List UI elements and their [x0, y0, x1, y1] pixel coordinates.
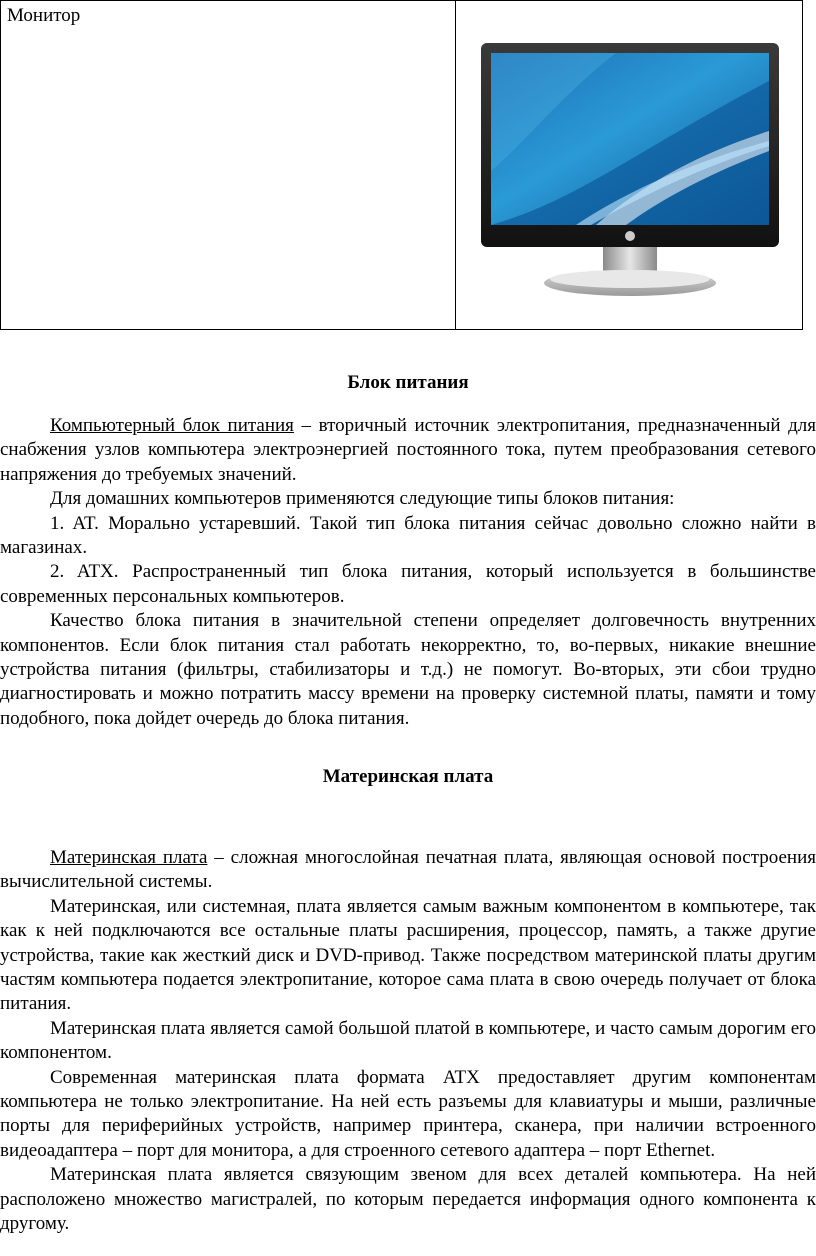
term-power-supply: Компьютерный блок питания [50, 415, 294, 436]
table-cell-label [1, 1, 456, 329]
paragraph: Качество блока питания в значительной степени определяет долговечность внутренних компонентов. Если блок питания стал работать некорректно, то, во-первых, никакие внешние устройства питания (фильтры, стабилизаторы и т.д.) не помогут. Во-вторых, эти сбои трудно диагностировать и можно потратить массу времени на проверку системной платы, памяти и тому подобного, пока дойдет очередь до блока питания. [0, 610, 816, 729]
paragraph: Современная материнская плата формата ATX предоставляет другим компонентам компьютера не только электропитание. На ней есть разъемы для клавиатуры и мыши, различные порты для периферийных устройств, например принтера, сканера, при наличии встроенного видеоадаптера – порт для монитора, а для строенного сетевого адаптера – порт Ethernet. [0, 1066, 816, 1161]
heading-motherboard: Материнская плата [322, 766, 494, 787]
heading-power-supply: Блок питания [347, 372, 469, 393]
paragraph: Материнская плата является связующим звеном для всех деталей компьютера. На ней расположено множество магистралей, по которым передается информация одного компонента к другому. [0, 1164, 816, 1235]
paragraph [0, 846, 816, 895]
list-item: 2. ATX. Распространенный тип блока питания, который используется в большинстве современных персональных компьютеров. [0, 561, 816, 607]
section-power-supply-text [0, 414, 816, 731]
paragraph: Для домашних компьютеров применяются следующие типы блоков питания: [50, 488, 675, 510]
monitor-label: Монитор [7, 5, 81, 26]
section-motherboard-text [0, 846, 816, 1237]
lcd-monitor-icon [456, 1, 802, 329]
paragraph: Материнская, или системная, плата является самым важным компонентом в компьютере, так как к ней подключаются все остальные платы расширения, процессор, память, а также другие устройства, такие как жесткий диск и DVD-привод. Также посредством материнской платы другим частям компьютера подается электропитание, которое сама плата в свою очередь получает от блока питания. [0, 895, 816, 1015]
paragraph [0, 414, 816, 487]
paragraph: Материнская плата является самой большой платой в компьютере, и часто самым дорогим его компонентом. [0, 1017, 816, 1064]
term-motherboard: Материнская плата [50, 847, 208, 868]
definition-text: – сложная многослойная печатная плата, являющая основой построения вычислительной системы. [0, 847, 816, 893]
list-item: 1. AT. Морально устаревший. Такой тип блока питания сейчас довольно сложно найти в магазинах. [0, 512, 816, 559]
table-cell-image [456, 1, 802, 329]
definition-text: – вторичный источник электропитания, предназначенный для снабжения узлов компьютера электроэнергией постоянного тока, путем преобразования сетевого напряжения до требуемых значений. [0, 415, 816, 485]
monitor-table [0, 0, 803, 330]
